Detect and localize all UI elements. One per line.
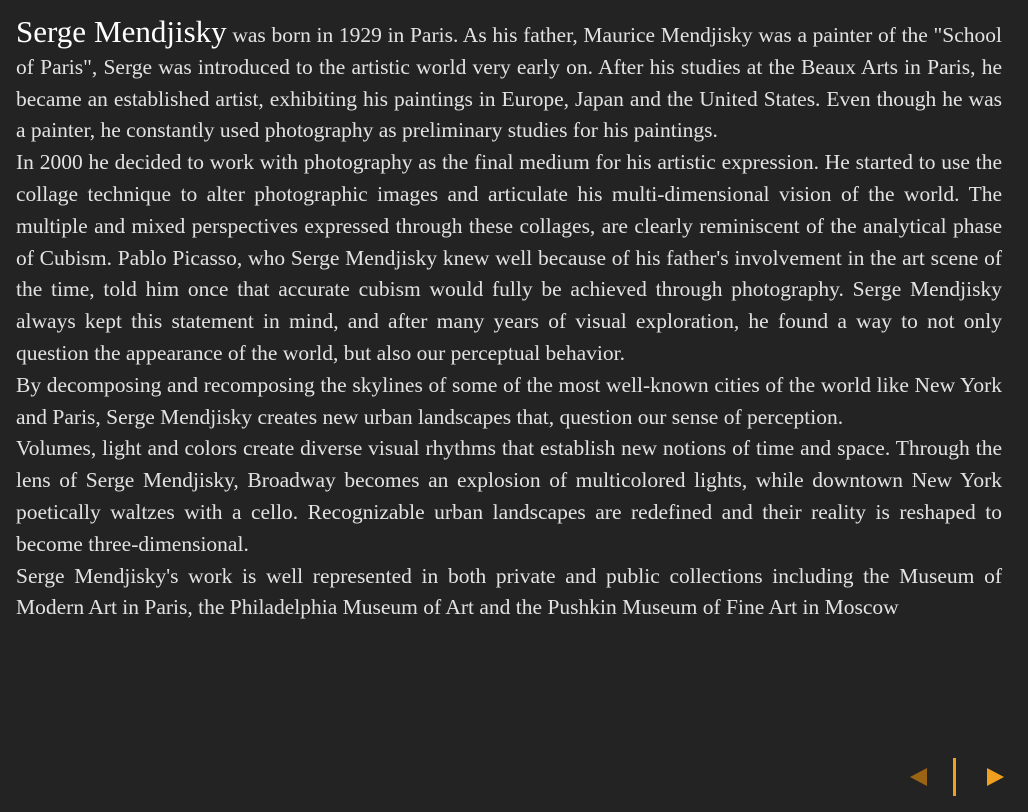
bio-paragraph-2: In 2000 he decided to work with photography as the final medium for his artistic expression. He started to use the collage technique to alter photographic images and articulate his multi-dimensional vision of the world. The multiple and mixed perspectives expressed through these collages, are clearly reminiscent of the analytical phase of Cubism. Pablo Picasso, who Serge Mendjisky knew well because of his father's involvement in the art scene of the time, told him once that accurate cubism would fully be achieved through photography. Serge Mendjisky always kept this statement in mind, and after many years of visual exploration, he found a way to not only question the appearance of the world, but also our perceptual behavior. (16, 150, 1002, 365)
artist-name: Serge Mendjisky (16, 14, 227, 49)
previous-button[interactable] (905, 764, 931, 790)
next-button[interactable] (982, 764, 1008, 790)
nav-divider (953, 758, 956, 796)
bio-paragraph-5: Serge Mendjisky's work is well represented in both private and public collections including the Museum of Modern Art in Paris, the Philadelphia Museum of Art and the Pushkin Museum of Fine Art in Moscow (16, 563, 1002, 620)
bio-paragraph-1-text: was born in 1929 in Paris. As his father, Maurice Mendjisky was a painter of the "School of Paris", Serge was introduced to the artistic world very early on. After his studies at the Beaux Arts in Paris, he became an established artist, exhibiting his paintings in Europe, Japan and the United States. Even though he was a painter, he constantly used photography as preliminary studies for his paintings. (16, 23, 1003, 143)
bio-paragraph-3: By decomposing and recomposing the skylines of some of the most well-known cities of the world like New York and Paris, Serge Mendjisky creates new urban landscapes that, question our sense of perception. (16, 372, 1002, 429)
bio-paragraph-1 (16, 16, 1002, 147)
triangle-right-icon (987, 768, 1004, 786)
page-navigation (905, 758, 1008, 796)
artist-biography (16, 16, 1002, 624)
triangle-left-icon (910, 768, 927, 786)
bio-paragraph-4: Volumes, light and colors create diverse visual rhythms that establish new notions of time and space. Through the lens of Serge Mendjisky, Broadway becomes an explosion of multicolored lights, while downtown New York poetically waltzes with a cello. Recognizable urban landscapes are redefined and their reality is reshaped to become three-dimensional. (16, 436, 1002, 556)
